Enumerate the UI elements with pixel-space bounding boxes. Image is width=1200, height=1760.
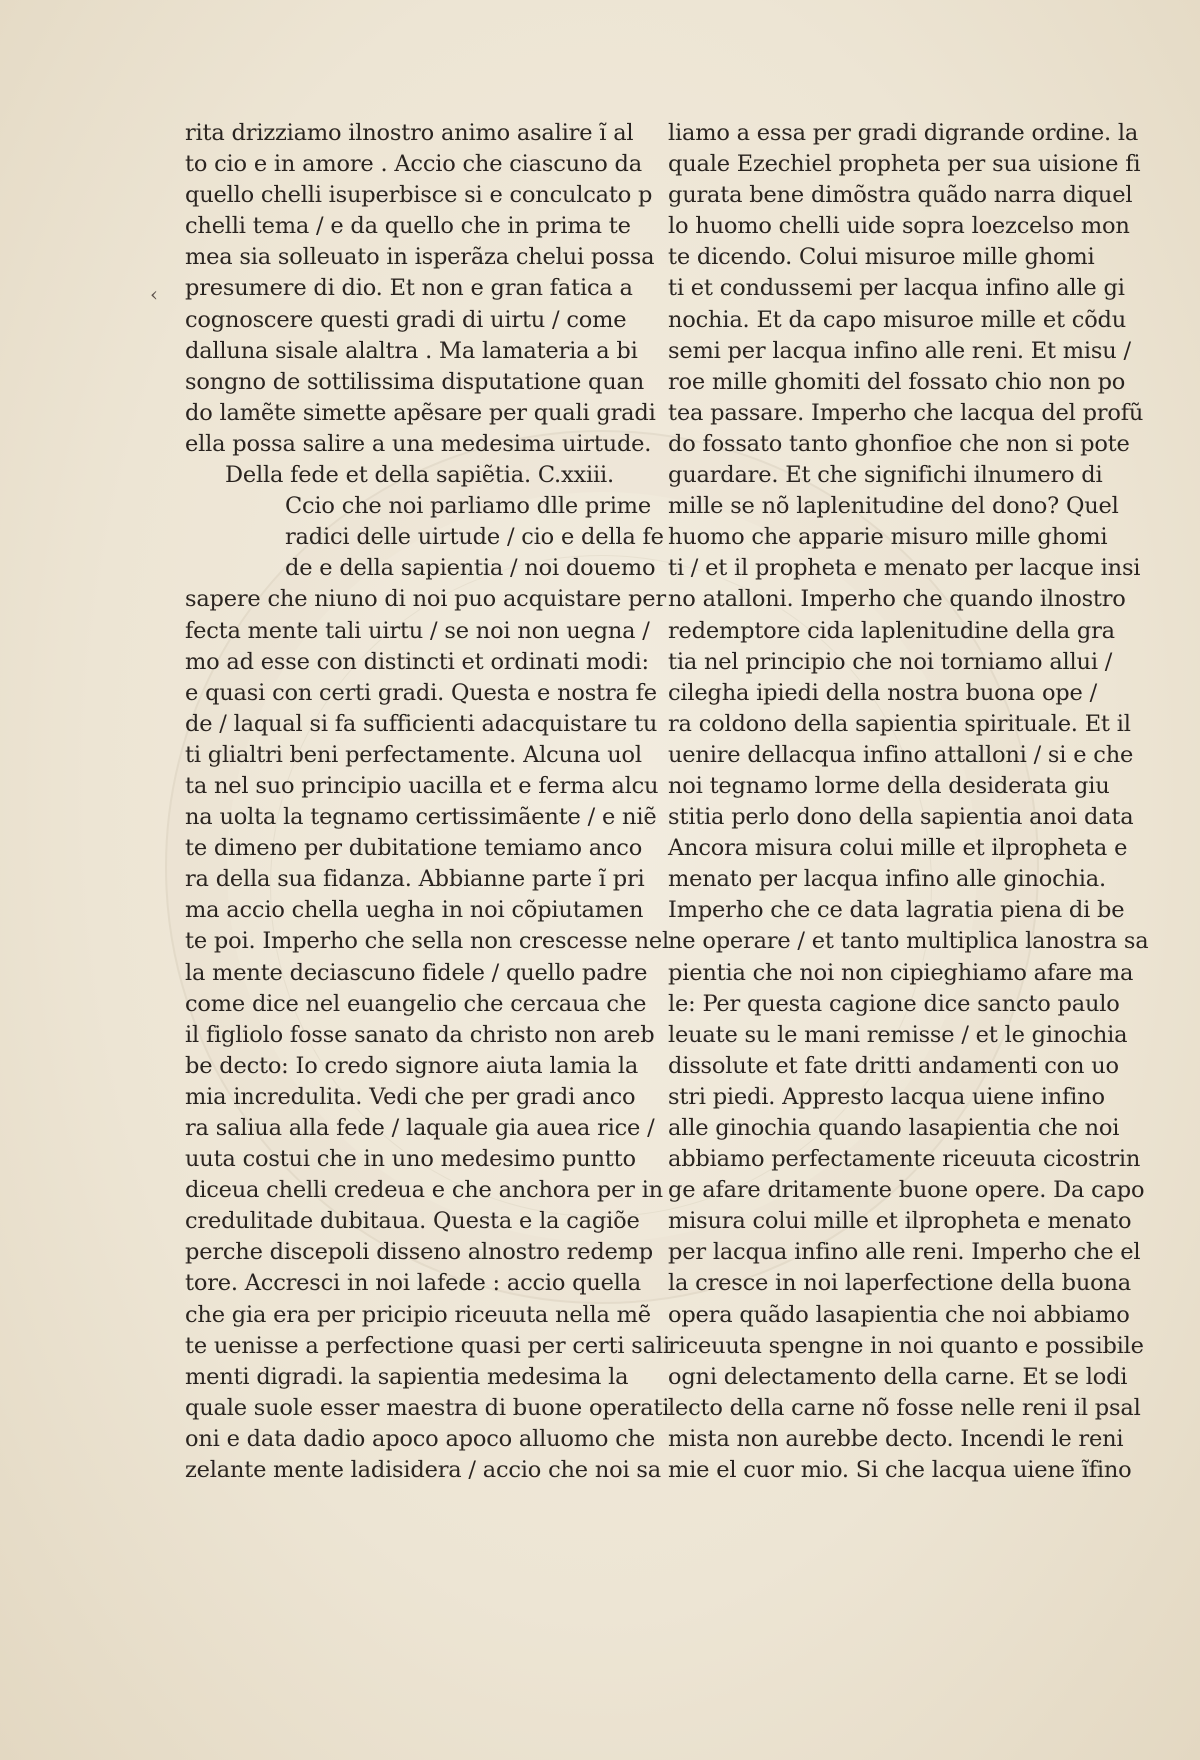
text-line: uuta costui che in uno medesimo puntto <box>185 1146 636 1173</box>
text-line: te dicendo. Colui misuroe mille ghomi <box>668 244 1095 271</box>
text-line: liamo a essa per gradi digrande ordine. la <box>668 120 1139 146</box>
text-line: te poi. Imperho che sella non crescesse nel <box>185 928 670 955</box>
text-line: mia incredulita. Vedi che per gradi anco <box>185 1083 636 1110</box>
text-line: tore. Accresci in noi lafede : accio quella <box>185 1270 641 1297</box>
text-line: ma accio chella uegha in noi cõpiutamen <box>185 897 644 924</box>
text-line: Ccio che noi parliamo dlle prime <box>285 493 651 520</box>
text-line: Della fede et della sapiẽtia. C.xxiii. <box>225 462 614 489</box>
text-line: il figliolo fosse sanato da christo non areb <box>185 1021 655 1048</box>
text-line: sapere che niuno di noi puo acquistare per <box>185 586 666 613</box>
text-line: menato per lacqua infino alle ginochia. <box>668 866 1106 893</box>
text-line: perche discepoli disseno alnostro redemp <box>185 1239 654 1266</box>
text-line: guardare. Et che significhi ilnumero di <box>668 462 1103 489</box>
margin-mark: ‹ <box>150 282 158 306</box>
text-line: presumere di dio. Et non e gran fatica a <box>185 275 633 302</box>
text-line: to cio e in amore . Accio che ciascuno da <box>185 151 642 178</box>
text-line: radici delle uirtude / cio e della fe <box>285 524 664 551</box>
text-line: ra saliua alla fede / laquale gia auea rice / <box>185 1115 655 1141</box>
text-line: Imperho che ce data lagratia piena di be <box>668 897 1125 924</box>
text-line: ta nel suo principio uacilla et e ferma alcu <box>185 772 659 799</box>
text-line: ge afare dritamente buone opere. Da capo <box>668 1177 1145 1204</box>
text-line: ella possa salire a una medesima uirtude. <box>185 430 652 457</box>
text-line: cognoscere questi gradi di uirtu / come <box>185 306 627 333</box>
text-line: nochia. Et da capo misuroe mille et cõdu <box>668 306 1127 333</box>
text-line: ne operare / et tanto multiplica lanostra sa <box>668 928 1149 955</box>
text-line: quale suole esser maestra di buone operati <box>185 1394 670 1421</box>
text-line: do lamẽte simette apẽsare per quali gradi <box>185 399 656 426</box>
text-line: mille se nõ laplenitudine del dono? Quel <box>668 493 1119 520</box>
text-line: come dice nel euangelio che cercaua che <box>185 990 647 1017</box>
text-line: mo ad esse con distincti et ordinati modi: <box>185 648 649 675</box>
text-line: ti et condussemi per lacqua infino alle gi <box>668 275 1125 302</box>
text-line: mea sia solleuato in isperãza chelui possa <box>185 244 655 271</box>
text-line: diceua chelli credeua e che anchora per in <box>185 1177 663 1204</box>
text-line: leuate su le mani remisse / et le ginochia <box>668 1021 1128 1048</box>
text-line: le: Per questa cagione dice sancto paulo <box>668 990 1120 1017</box>
text-line: gurata bene dimõstra quãdo narra diquel <box>668 182 1133 209</box>
text-line: opera quãdo lasapientia che noi abbiamo <box>668 1301 1130 1328</box>
text-line: quello chelli isuperbisce si e conculcato p <box>185 182 653 209</box>
text-line: te uenisse a perfectione quasi per certi sali <box>185 1332 670 1359</box>
text-line: rita drizziamo ilnostro animo asalire ĩ al <box>185 120 634 146</box>
text-line: fecta mente tali uirtu / se noi non uegna / <box>185 617 650 644</box>
text-line: lecto della carne nõ fosse nelle reni il psal <box>668 1394 1141 1421</box>
text-line: do fossato tanto ghonfioe che non si pote <box>668 430 1130 457</box>
text-line: misura colui mille et ilpropheta e menato <box>668 1208 1132 1235</box>
text-line: dalluna sisale alaltra . Ma lamateria a bi <box>185 337 638 364</box>
text-line: be decto: Io credo signore aiuta lamia la <box>185 1052 639 1079</box>
text-line: cilegha ipiedi della nostra buona ope / <box>668 679 1097 706</box>
text-line: la cresce in noi laperfectione della buona <box>668 1270 1131 1297</box>
text-line: ra coldono della sapientia spirituale. Et il <box>668 710 1131 737</box>
text-line: credulitade dubitaua. Questa e la cagiõe <box>185 1208 640 1235</box>
text-line: tia nel principio che noi torniamo allui / <box>668 648 1113 675</box>
text-line: ogni delectamento della carne. Et se lodi <box>668 1363 1128 1390</box>
text-line: pientia che noi non cipieghiamo afare ma <box>668 959 1134 986</box>
text-line: ra della sua fidanza. Abbianne parte ĩ pri <box>185 866 645 893</box>
text-line: redemptore cida laplenitudine della gra <box>668 617 1115 644</box>
text-line: tea passare. Imperho che lacqua del profũ <box>668 399 1144 426</box>
text-line: lo huomo chelli uide sopra loezcelso mon <box>668 213 1130 240</box>
text-line: mista non aurebbe decto. Incendi le reni <box>668 1425 1124 1452</box>
text-line: quale Ezechiel propheta per sua uisione fi <box>668 151 1141 178</box>
text-line: dissolute et fate dritti andamenti con uo <box>668 1052 1119 1079</box>
text-line: stri piedi. Appresto lacqua uiene infino <box>668 1083 1105 1110</box>
text-line: noi tegnamo lorme della desiderata giu <box>668 772 1110 799</box>
text-line: chelli tema / e da quello che in prima te <box>185 213 631 240</box>
text-line: ti glialtri beni perfectamente. Alcuna uol <box>185 741 642 768</box>
text-line: roe mille ghomiti del fossato chio non po <box>668 368 1126 395</box>
text-line: alle ginochia quando lasapientia che noi <box>668 1115 1120 1141</box>
text-line: stitia perlo dono della sapientia anoi data <box>668 804 1134 831</box>
right-text-column <box>668 118 1149 1486</box>
text-line: Ancora misura colui mille et ilpropheta e <box>668 835 1128 862</box>
text-line: de e della sapientia / noi douemo <box>285 555 656 582</box>
text-line: oni e data dadio apoco apoco alluomo che <box>185 1425 656 1452</box>
text-line: semi per lacqua infino alle reni. Et misu / <box>668 337 1131 364</box>
text-line: che gia era per pricipio riceuuta nella mẽ <box>185 1301 651 1328</box>
text-line: abbiamo perfectamente riceuuta cicostrin <box>668 1146 1141 1173</box>
text-line: no atalloni. Imperho che quando ilnostro <box>668 586 1126 613</box>
text-line: menti digradi. la sapientia medesima la <box>185 1363 629 1390</box>
text-line: la mente deciascuno fidele / quello padre <box>185 959 648 986</box>
text-line: huomo che apparie misuro mille ghomi <box>668 524 1108 551</box>
text-line: songno de sottilissima disputatione quan <box>185 368 645 395</box>
left-text-column <box>185 118 670 1486</box>
text-line: per lacqua infino alle reni. Imperho che el <box>668 1239 1141 1266</box>
text-line: mie el cuor mio. Si che lacqua uiene ĩfino <box>668 1457 1132 1484</box>
text-line: uenire dellacqua infino attalloni / si e che <box>668 741 1134 768</box>
text-line: te dimeno per dubitatione temiamo anco <box>185 835 643 862</box>
text-line: zelante mente ladisidera / accio che noi sa <box>185 1457 661 1484</box>
text-line: de / laqual si fa sufficienti adacquistare tu <box>185 710 658 737</box>
text-line: na uolta la tegnamo certissimãente / e niẽ <box>185 804 657 831</box>
text-line: ti / et il propheta e menato per lacque insi <box>668 555 1141 582</box>
text-line: e quasi con certi gradi. Questa e nostra fe <box>185 679 657 706</box>
text-line: riceuuta spengne in noi quanto e possibile <box>668 1332 1144 1359</box>
